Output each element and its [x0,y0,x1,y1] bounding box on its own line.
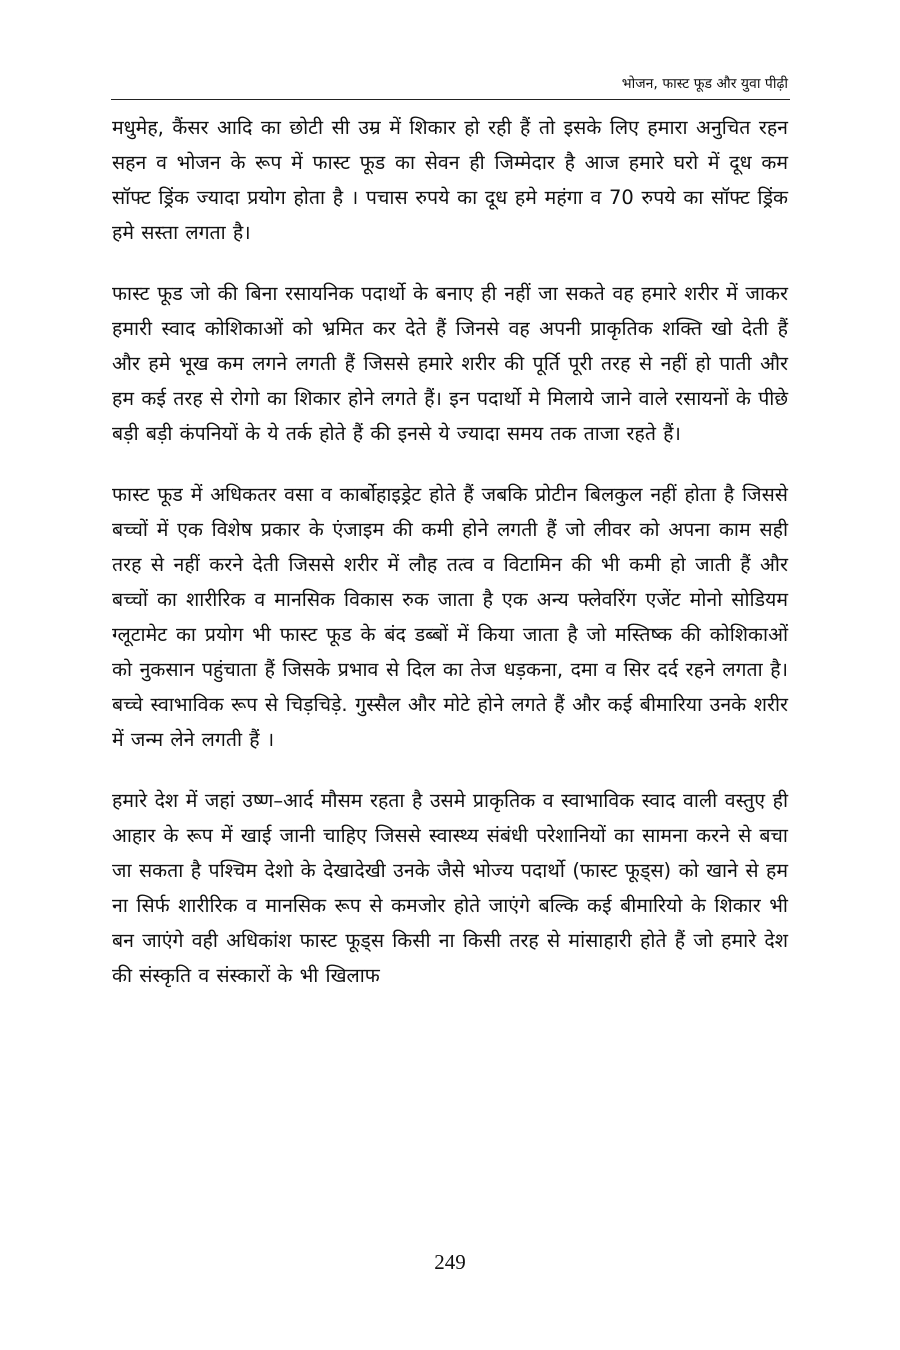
paragraph-2: फास्ट फूड जो की बिना रसायनिक पदार्थो के बनाए ही नहीं जा सकते वह हमारे शरीर में जाकर हमारी स्वाद कोशिकाओं को भ्रमित कर देते हैं जिनसे वह अपनी प्राकृतिक शक्ति खो देती हैं और हमे भूख कम लगने लगती हैं जिससे हमारे शरीर की पूर्ति पूरी तरह से नहीं हो पाती और हम कई तरह से रोगो का शिकार होने लगते हैं। इन पदार्थो मे मिलाये जाने वाले रसायनों के पीछे बड़ी बड़ी कंपनियों के ये तर्क होते हैं की इनसे ये ज्यादा समय तक ताजा रहते हैं। [112,282,788,445]
running-header: भोजन, फास्ट फूड और युवा पीढ़ी [621,76,788,92]
paragraph-4: हमारे देश में जहां उष्ण–आर्द मौसम रहता है उसमे प्राकृतिक व स्वाभाविक स्वाद वाली वस्तुए ही आहार के रूप में खाई जानी चाहिए जिससे स्वास्थ्य संबंधी परेशानियों का सामना करने से बचा जा सकता है पश्चिम देशो के देखादेखी उनके जैसे भोज्य पदार्थो (फास्ट फूड्स) को खाने से हम ना सिर्फ शारीरिक व मानसिक रूप से कमजोर होते जाएंगे बल्कि कई बीमारियो के शिकार भी बन जाएंगे वही अधिकांश फास्ट फूड्स किसी ना किसी तरह से मांसाहारी होते हैं जो हमारे देश की संस्कृति व संस्कारों के भी खिलाफ [112,789,788,987]
paragraph-3: फास्ट फूड में अधिकतर वसा व कार्बोहाइड्रेट होते हैं जबकि प्रोटीन बिलकुल नहीं होता है जिससे बच्चों में एक विशेष प्रकार के एंजाइम की कमी होने लगती हैं जो लीवर को अपना काम सही तरह से नहीं करने देती जिससे शरीर में लौह तत्व व विटामिन की भी कमी हो जाती हैं और बच्चों का शारीरिक व मानसिक विकास रुक जाता है एक अन्य फ्लेवरिंग एजेंट मोनो सोडियम ग्लूटामेट का प्रयोग भी फास्ट फूड के बंद डब्बों में किया जाता है जो मस्तिष्क की कोशिकाओं को नुकसान पहुंचाता हैं जिसके प्रभाव से दिल का तेज धड़कना, दमा व सिर दर्द रहने लगता है। बच्चे स्वाभाविक रूप से चिड़चिड़े. गुस्सैल और मोटे होने लगते हैं और कई बीमारिया उनके शरीर में जन्म लेने लगती हैं । [112,483,788,751]
header-rule [111,99,790,100]
page-body [112,110,788,1019]
page-number: 249 [434,1250,466,1274]
paragraph-1: मधुमेह, कैंसर आदि का छोटी सी उम्र में शिकार हो रही हैं तो इसके लिए हमारा अनुचित रहन सहन व भोजन के रूप में फास्ट फूड का सेवन ही जिम्मेदार है आज हमारे घरो में दूध कम सॉफ्ट ड्रिंक ज्यादा प्रयोग होता है । पचास रुपये का दूध हमे महंगा व 70 रुपये का सॉफ्ट ड्रिंक हमे सस्ता लगता है। [112,116,788,244]
